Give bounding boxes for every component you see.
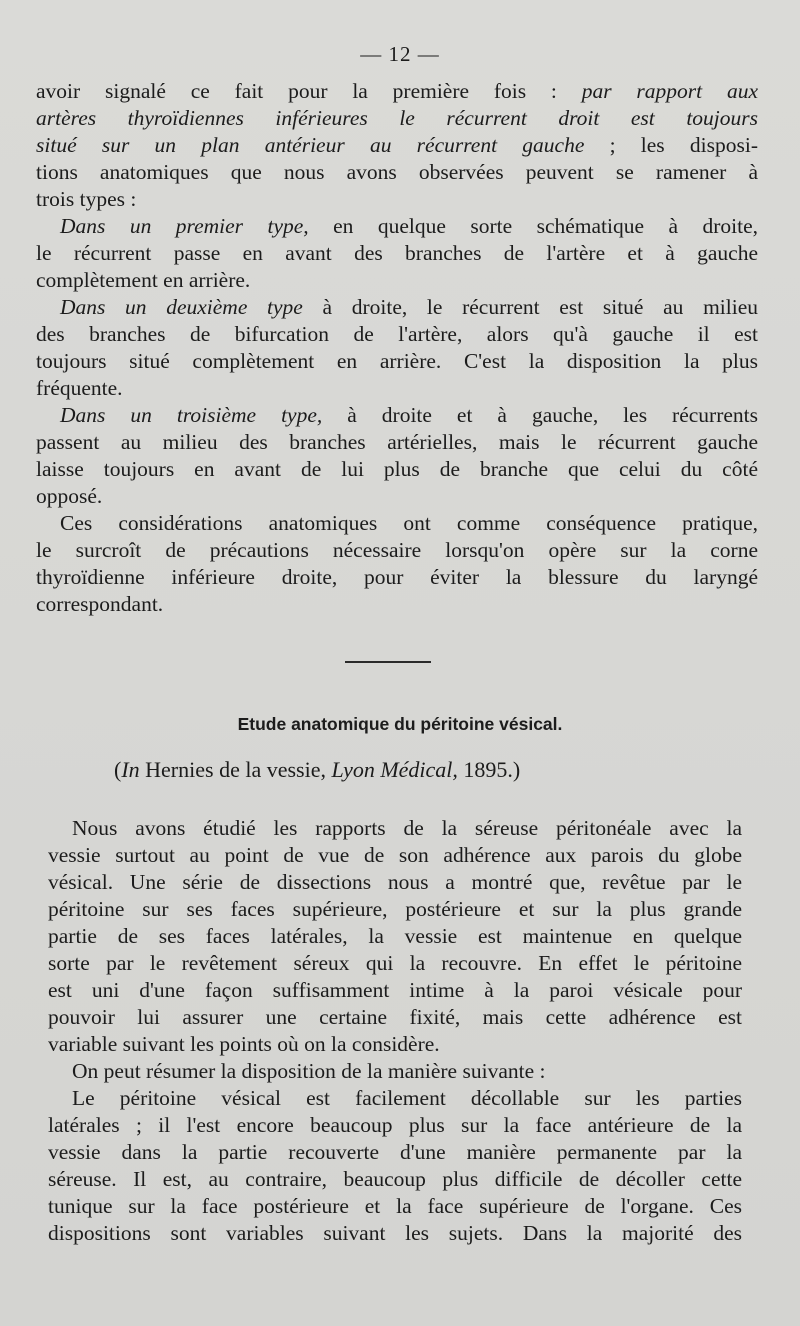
section-divider xyxy=(345,661,431,663)
section-citation: (In Hernies de la vessie, Lyon Médical, 1895.) xyxy=(114,757,521,782)
text-line: vessie dans la partie recouverte d'une manière permanente par la xyxy=(48,1140,742,1164)
text-line: opposé. xyxy=(36,484,103,508)
text-line: Le péritoine vésical est facilement décollable sur les parties xyxy=(72,1086,742,1110)
text-line: fréquente. xyxy=(36,376,123,400)
text-line: correspondant. xyxy=(36,592,164,616)
text-line: Dans un premier type, en quelque sorte schématique à droite, xyxy=(60,214,758,238)
text-line: trois types : xyxy=(36,187,137,211)
text-line: Dans un deuxième type à droite, le récurrent est situé au milieu xyxy=(60,295,759,319)
text-line: le surcroît de précautions nécessaire lorsqu'on opère sur la corne xyxy=(36,538,758,562)
text-line: dispositions sont variables suivant les sujets. Dans la majorité des xyxy=(48,1221,742,1245)
text-line: partie de ses faces latérales, la vessie est maintenue en quelque xyxy=(48,924,742,948)
section-heading: Etude anatomique du péritoine vésical. xyxy=(237,714,563,734)
bottom-paragraphs xyxy=(48,815,742,1247)
page-number: — 12 — xyxy=(360,42,440,66)
text-line: Nous avons étudié les rapports de la séreuse péritonéale avec la xyxy=(72,816,742,840)
text-line: Ces considérations anatomiques ont comme conséquence pratique, xyxy=(60,511,758,535)
text-line: tunique sur la face postérieure et la face supérieure de l'organe. Ces xyxy=(48,1194,742,1218)
text-line: sorte par le revêtement séreux qui la recouvre. En effet le péritoine xyxy=(48,951,742,975)
text-line: passent au milieu des branches artérielles, mais le récurrent gauche xyxy=(36,430,758,454)
text-line: artères thyroïdiennes inférieures le récurrent droit est toujours xyxy=(36,106,758,130)
text-line: séreuse. Il est, au contraire, beaucoup plus difficile de décoller cette xyxy=(48,1167,742,1191)
text-line: pouvoir lui assurer une certaine fixité, mais cette adhérence est xyxy=(48,1005,742,1029)
text-line: complètement en arrière. xyxy=(36,268,251,292)
top-paragraphs xyxy=(36,78,758,618)
text-line: Dans un troisième type, à droite et à gauche, les récurrents xyxy=(60,403,759,427)
text-line: variable suivant les points où on la considère. xyxy=(48,1032,440,1056)
text-line: situé sur un plan antérieur au récurrent gauche ; les disposi- xyxy=(36,133,758,157)
text-line: vessie surtout au point de vue de son adhérence aux parois du globe xyxy=(48,843,742,867)
text-line: tions anatomiques que nous avons observées peuvent se ramener à xyxy=(36,160,758,184)
text-line: est uni d'une façon suffisamment intime à la paroi vésicale pour xyxy=(48,978,742,1002)
text-line: On peut résumer la disposition de la manière suivante : xyxy=(72,1059,546,1083)
text-line: latérales ; il l'est encore beaucoup plus sur la face antérieure de la xyxy=(48,1113,742,1137)
text-line: des branches de bifurcation de l'artère, alors qu'à gauche il est xyxy=(36,322,758,346)
text-line: thyroïdienne inférieure droite, pour éviter la blessure du laryngé xyxy=(36,565,758,589)
text-line: toujours situé complètement en arrière. C'est la disposition la plus xyxy=(36,349,758,373)
text-line: vésical. Une série de dissections nous a montré que, revêtue par le xyxy=(48,870,742,894)
text-line: le récurrent passe en avant des branches de l'artère et à gauche xyxy=(36,241,758,265)
text-line: péritoine sur ses faces supérieure, postérieure et sur la plus grande xyxy=(48,897,742,921)
text-line: laisse toujours en avant de lui plus de branche que celui du côté xyxy=(36,457,758,481)
text-line: avoir signalé ce fait pour la première fois : par rapport aux xyxy=(36,79,758,103)
